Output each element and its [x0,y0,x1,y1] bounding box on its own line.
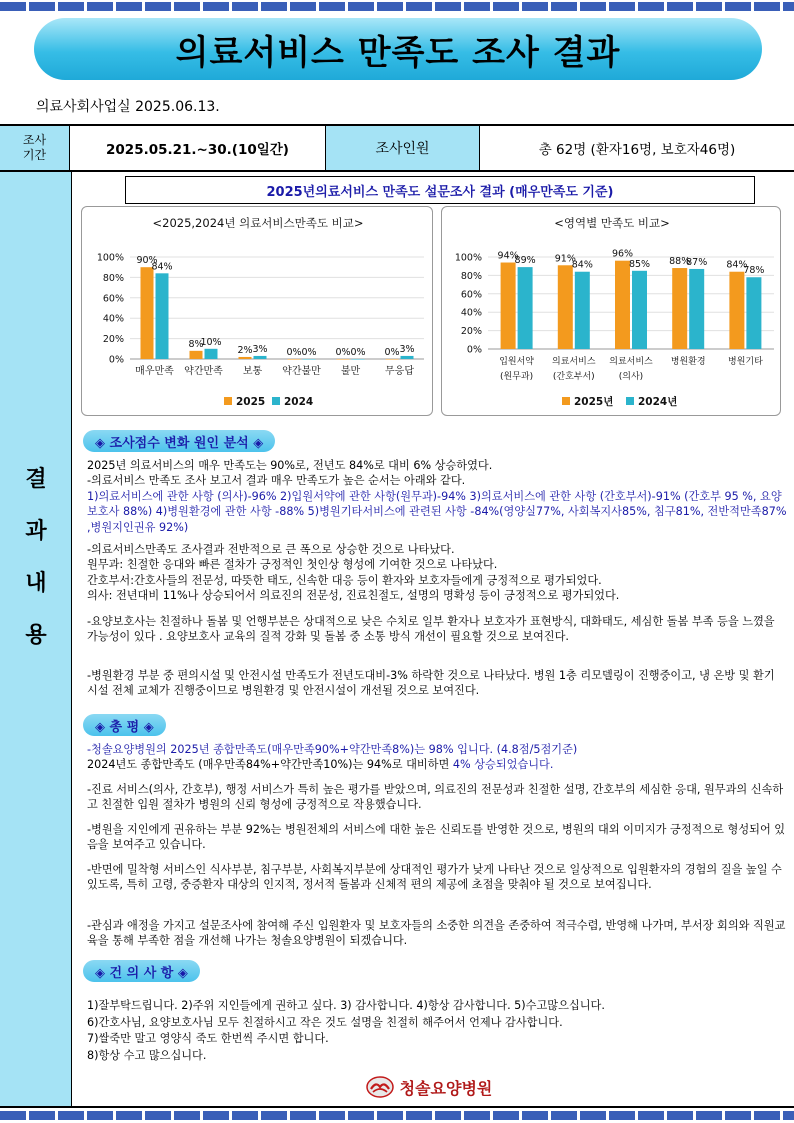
x-tick-label: 병원기타 [728,357,763,367]
legend-swatch [272,397,280,405]
y-tick-label: 40% [460,307,482,319]
result-section [0,172,794,1108]
bar-2024 [303,359,316,360]
y-tick-label: 60% [102,293,124,305]
chart-area-satisfaction [441,206,781,416]
legend-label: 2025년 [574,396,614,408]
suggestion-item: 6)간호사님, 요양보호사님 모두 친절하시고 작은 것도 설명을 친절히 해주어서 언제나 감사합니다. [87,1015,563,1029]
review-paragraph-5: -관심과 애정을 가지고 설문조사에 참여해 주신 입원환자 및 보호자들의 소중한 의견을 존중하여 적극수렴, 반영해 나가며, 부서장 회의와 직원교육을 통해 부족한 점을 개선해 나가는 청솔요양병원이 되겠습니다. [87,919,786,948]
bar-2024년 [746,277,761,349]
bar-2024 [352,359,365,360]
x-tick-label: (원무과) [500,372,534,382]
x-tick-label: 의료서비스 [552,357,596,367]
data-label: 0% [384,347,400,358]
bar-2025 [337,359,350,360]
suggestions-list [87,998,787,1064]
legend-swatch [224,397,232,405]
suggestion-item: 7)쌀죽만 말고 영양식 죽도 한번씩 주시면 합니다. [87,1032,329,1045]
data-label: 91% [554,253,576,265]
data-label: 84% [151,261,173,273]
y-tick-label: 80% [460,270,482,282]
staff-label: 조사인원 [326,126,480,170]
period-label-cell [0,126,70,170]
data-label: 3% [252,343,268,355]
bar-2024 [401,356,414,359]
chart-area-svg [442,207,782,417]
review-paragraph-1 [87,742,787,773]
suggestions-heading: ◈ 건 의 사 항 ◈ [83,960,200,982]
data-label: 0% [335,347,351,358]
x-tick-label: 약간만족 [184,366,223,377]
analysis-line: 원무과: 친절한 응대와 빠른 절차가 긍정적인 첫인상 형성에 기여한 것으로 나타났다. [87,558,498,572]
review-line-highlight: 4% 상승되었습니다. [452,758,554,772]
bar-2025년 [558,265,573,349]
legend-swatch [626,397,634,405]
review-paragraph-2: -진료 서비스(의사, 간호부), 행정 서비스가 특히 높은 평가를 받았으며, 의료진의 전문성과 친절한 설명, 간호부의 세심한 응대, 원무과의 신속하고 친절한 입원 절차가 병원의 신뢰 형성에 긍정적으로 작용했습니다. [87,783,784,812]
y-tick-label: 80% [102,272,124,284]
bottom-stripe-border [0,1111,794,1120]
suggestion-item: 1)잘부탁드립니다. 2)주위 지인들에게 권하고 싶다. 3) 감사합니다. 4)항상 감사합니다. 5)수고많으십니다. [87,999,605,1012]
top-stripe-border [0,2,794,11]
data-label: 78% [743,265,765,277]
bar-2025 [190,351,203,359]
analysis-line: 2025년 의료서비스의 매우 만족도는 90%로, 전년도 84%로 대비 6% 상승하였다. [87,459,493,472]
period-label-line2: 기간 [22,148,47,162]
content-area [73,172,794,1106]
analysis-heading: ◈ 조사점수 변화 원인 분석 ◈ [83,430,275,452]
bar-2025 [141,267,154,359]
data-label: 89% [514,255,536,267]
y-tick-label: 0% [466,344,482,356]
bar-2025년 [615,261,630,349]
y-tick-label: 20% [102,334,124,346]
bar-2024년 [518,267,533,349]
data-label: 8% [188,338,204,350]
bar-2025년 [672,268,687,349]
bar-2024년 [689,269,704,349]
side-label-results [0,172,72,1106]
data-label: 96% [611,248,634,260]
data-label: 90% [136,255,158,267]
side-label-char: 과 [25,519,47,544]
x-tick-label: 매우만족 [135,366,174,377]
bar-2025 [386,359,399,360]
data-label: 3% [399,343,415,355]
org-date: 의료사회사업실 2025.06.13. [36,99,220,115]
bar-2024년 [575,272,590,349]
analysis-paragraph-4: -병원환경 부분 중 편의시설 및 안전시설 만족도가 전년도대비-3% 하락한 것으로 나타났다. 병원 1층 리모델링이 진행중이고, 냉 온방 및 환기 시설 전체 교체가 진행중이므로 병원환경 및 안전시설이 개선될 것으로 보여진다. [87,669,775,698]
bar-2024 [156,273,169,359]
chart-title: <영역별 만족도 비교> [554,216,670,230]
bar-2024년 [632,271,647,349]
x-tick-label: 입원서약 [499,357,534,367]
legend-swatch [562,397,570,405]
x-tick-label: (의사) [618,372,644,382]
y-tick-label: 60% [460,289,482,301]
hospital-name: 청솔요양병원 [399,1078,493,1098]
period-label-line1: 조사 [22,133,47,147]
data-label: 10% [200,336,222,348]
survey-info-row [0,124,794,172]
x-tick-label: 병원환경 [670,357,706,367]
chart-yearly-satisfaction [81,206,433,416]
survey-header: 2025년의료서비스 만족도 설문조사 결과 (매우만족도 기준) [125,176,755,204]
x-tick-label: 보통 [242,366,263,377]
bar-2024 [205,349,218,359]
analysis-paragraph-2 [87,542,787,604]
data-label: 85% [628,258,651,270]
x-tick-label: 불만 [340,366,361,377]
x-tick-label: 약간불만 [282,366,321,377]
analysis-line: -의료서비스 만족도 조사 보고서 결과 매우 만족도가 높은 순서는 아래와 같다. [87,474,466,488]
analysis-ranking: 1)의료서비스에 관한 사항 (의사)-96% 2)입원서약에 관한 사항(원무과)-94% 3)의료서비스에 관한 사항 (간호부서)-91% (간호부 95 %, 요양보호사 88%) 4)병원환경에 관한 사항 -88% 5)병원기타서비스에 관련된 사항 -84%(영양실77%, 사회복지사85%, 침구81%, 전반적만족87% ,병원지인권유 92%) [87,489,787,534]
review-heading: ◈ 총 평 ◈ [83,714,166,736]
y-tick-label: 0% [108,354,124,366]
title-banner [34,18,762,80]
legend-label: 2024년 [638,396,678,408]
data-label: 84% [571,259,593,271]
review-paragraph-3: -병원을 지인에게 권유하는 부분 92%는 병원전체의 서비스에 대한 높은 신뢰도를 반영한 것으로, 병원의 대외 이미지가 긍정적으로 형성되어 있음을 보여주고 있습니다. [87,823,786,852]
legend-label: 2024 [284,396,314,408]
period-value: 2025.05.21.~30.(10일간) [70,126,326,170]
bar-2025 [288,359,301,360]
staff-value: 총 62명 (환자16명, 보호자46명) [538,142,736,158]
data-label: 87% [686,256,708,268]
analysis-paragraph-1 [87,458,787,535]
analysis-line: 의사: 전년대비 11%나 상승되어서 의료진의 전문성, 진료친절도, 설명의 명확성 등이 긍정적으로 평가되었다. [87,589,620,603]
bar-2025년 [729,272,744,349]
data-label: 2% [237,344,253,356]
side-label-char: 결 [25,467,47,492]
suggestion-item: 8)항상 수고 많으십니다. [87,1048,207,1062]
x-tick-label: (간호부서) [552,372,595,382]
chart-title: <2025,2024년 의료서비스만족도 비교> [152,216,364,230]
y-tick-label: 40% [102,313,124,325]
data-label: 84% [726,259,748,271]
analysis-line: 간호부서:간호사들의 전문성, 따뜻한 태도, 신속한 대응 등이 환자와 보호자들에게 긍정적으로 평가되었다. [87,573,602,587]
review-line: -청솔요양병원의 2025년 종합만족도(매우만족90%+약간만족8%)는 98% 입니다. (4.8점/5점기준) [87,743,578,756]
y-tick-label: 20% [460,326,482,338]
data-label: 94% [497,250,519,262]
side-label-char: 용 [25,623,47,648]
bar-2025년 [501,263,516,349]
data-label: 0% [350,347,366,358]
hospital-logo [319,1072,539,1102]
data-label: 88% [669,256,691,268]
analysis-paragraph-3: -요양보호사는 친절하나 돌봄 및 언행부분은 상대적으로 낮은 수치로 일부 환자나 보호자가 표현방식, 대화태도, 세심한 돌봄 부족 등을 느꼈을 가능성이 있다 . 요양보호사 교육의 질적 강화 및 돌봄 중 소통 방식 개선이 필요할 것으로 보여진다. [87,615,775,644]
chart-yearly-svg [82,207,434,417]
analysis-line: -의료서비스만족도 조사결과 전반적으로 큰 폭으로 상승한 것으로 나타났다. [87,543,455,556]
review-line [87,757,787,772]
bar-2024 [254,356,267,359]
bar-2025 [239,357,252,359]
x-tick-label: 의료서비스 [609,357,653,367]
data-label: 0% [286,347,302,358]
y-tick-label: 100% [454,252,482,264]
review-line-text: 2024년도 종합만족도 (매우만족84%+약간만족10%)는 94%로 대비하면 [87,758,453,772]
side-label-char: 내 [25,571,47,596]
review-paragraph-4: -반면에 밀착형 서비스인 식사부분, 침구부분, 사회복지부분에 상대적인 평가가 낮게 나타난 것으로 일상적으로 입원환자의 경험의 질을 높일 수 있도록, 특히 고령, 중증환자 대상의 인지적, 정서적 돌봄과 신체적 편의 제공에 초점을 맞춰야 될 것으로 보여집니다. [87,863,782,892]
data-label: 0% [301,347,317,358]
x-tick-label: 무응답 [385,366,414,377]
page-title: 의료서비스 만족도 조사 결과 [175,32,621,73]
legend-label: 2025 [236,396,266,408]
y-tick-label: 100% [96,252,124,264]
hospital-logo-icon [366,1076,394,1098]
